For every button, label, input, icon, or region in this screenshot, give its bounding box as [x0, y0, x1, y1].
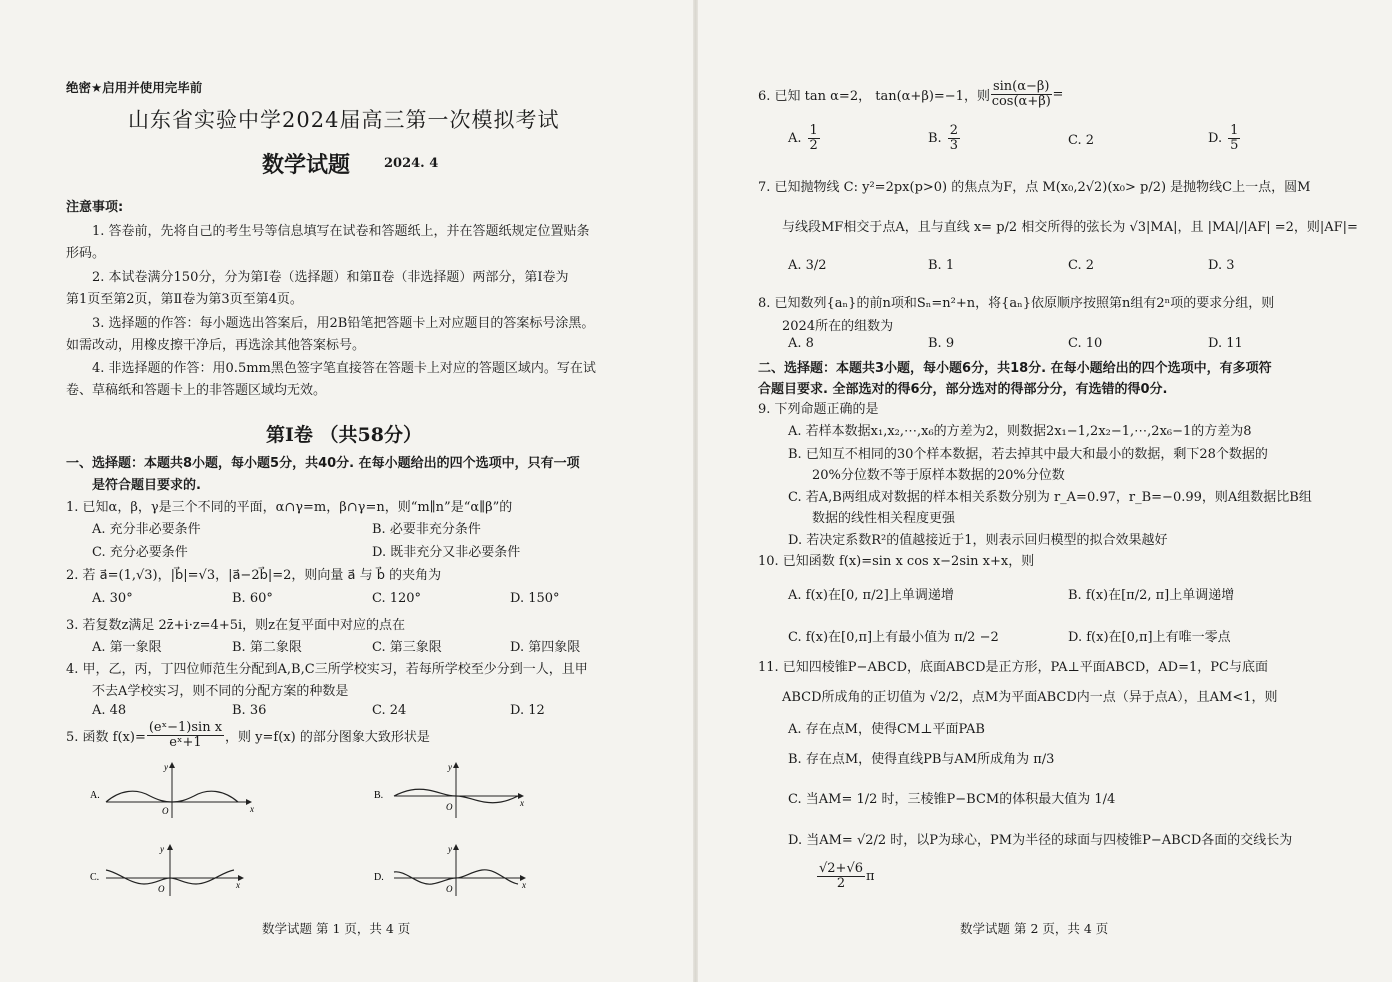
- q9-option-b-b: 20%分位数不等于原样本数据的20%分位数: [812, 468, 1065, 483]
- graph-option-a: [88, 760, 258, 820]
- q7-option-a: A. 3/2: [788, 258, 827, 273]
- q6-option-d-label: D.: [1208, 130, 1223, 146]
- notice-heading: 注意事项:: [66, 200, 124, 215]
- q11-option-b: B. 存在点M，使得直线PB与AM所成角为 π/3: [788, 752, 1055, 767]
- q6-option-a-den: 2: [809, 137, 818, 153]
- q7-option-d: D. 3: [1208, 258, 1235, 273]
- question-8a: 8. 已知数列{aₙ}的前n项和Sₙ=n²+n，将{aₙ}依原顺序按照第n组有2ⁿ项的要求分组，则: [758, 296, 1275, 311]
- notice-3b: 如需改动，用橡皮擦干净后，再选涂其他答案标号。: [66, 338, 366, 353]
- q5-denominator: eˣ+1: [169, 734, 202, 750]
- q6-option-c: C. 2: [1068, 133, 1095, 148]
- q5-prefix: 5. 函数 f(x)=: [66, 729, 146, 745]
- q11-option-d-den: 2: [836, 875, 846, 891]
- graph-a-x-label: x: [250, 804, 254, 814]
- question-11a: 11. 已知四棱锥P−ABCD，底面ABCD是正方形，PA⊥平面ABCD，AD=1，PC与底面: [758, 660, 1268, 675]
- q10-option-d: D. f(x)在[0,π]上有唯一零点: [1068, 630, 1231, 645]
- section1-heading-b: 是符合题目要求的.: [92, 478, 201, 493]
- graph-option-d: [372, 842, 532, 898]
- q6-prefix: 6. 已知 tan α=2， tan(α+β)=−1，则: [758, 88, 990, 104]
- q6-option-d: [1208, 124, 1241, 152]
- q8-option-d: D. 11: [1208, 336, 1243, 351]
- q2-option-c: C. 120°: [372, 591, 422, 606]
- q11-option-d-fraction: [817, 862, 865, 890]
- graph-d-y-arrow: [453, 844, 459, 850]
- question-7b: 与线段MF相交于点A，且与直线 x= p/2 相交所得的弦长为 √3|MA|，且 |MA|/|AF| =2，则|AF|=: [782, 220, 1358, 235]
- q11-option-d-num: √2+√6: [819, 861, 864, 876]
- q10-option-a: A. f(x)在[0, π/2]上单调递增: [788, 588, 954, 603]
- q3-option-b: B. 第二象限: [232, 640, 302, 655]
- graph-option-c: [88, 842, 258, 898]
- notice-1a: 1. 答卷前，先将自己的考生号等信息填写在试卷和答题纸上，并在答题纸规定位置贴条: [92, 224, 590, 239]
- q9-option-d: D. 若决定系数R²的值越接近于1，则表示回归模型的拟合效果越好: [788, 533, 1168, 548]
- graph-a-label: A.: [90, 790, 100, 801]
- notice-4b: 卷、草稿纸和答题卡上的非答题区域均无效。: [66, 383, 327, 398]
- exam-title: 山东省实验中学2024届高三第一次模拟考试: [128, 108, 560, 132]
- notice-3a: 3. 选择题的作答：每小题选出答案后，用2B铅笔把答题卡上对应题目的答案标号涂黑。: [92, 316, 595, 331]
- question-8b: 2024所在的组数为: [782, 319, 894, 334]
- part1-title: 第Ⅰ卷 （共58分）: [266, 424, 422, 446]
- q7-option-c: C. 2: [1068, 258, 1095, 273]
- q6-suffix: =: [1052, 86, 1064, 102]
- graph-a-origin: O: [162, 806, 169, 816]
- exam-date: 2024. 4: [384, 156, 439, 171]
- graph-c-origin: O: [158, 884, 165, 894]
- notice-2b: 第1页至第2页，第Ⅱ卷为第3页至第4页。: [66, 292, 303, 307]
- q11-option-a: A. 存在点M，使得CM⊥平面PAB: [788, 722, 985, 737]
- graph-b-label: B.: [374, 790, 384, 801]
- q6-option-a: [788, 124, 821, 152]
- question-5: [66, 721, 430, 749]
- subject-title: 数学试题: [262, 152, 351, 178]
- q8-option-a: A. 8: [788, 336, 814, 351]
- q11-option-d-answer: [816, 862, 875, 890]
- q10-option-c: C. f(x)在[0,π]上有最小值为 π/2 −2: [788, 630, 999, 645]
- graph-c-x-label: x: [236, 880, 240, 890]
- graph-d-label: D.: [374, 872, 384, 883]
- section1-heading-a: 一、选择题：本题共8小题，每小题5分，共40分. 在每小题给出的四个选项中，只有一项: [66, 456, 580, 471]
- question-9: 9. 下列命题正确的是: [758, 402, 879, 417]
- question-3: 3. 若复数z满足 2z̄+i·z=4+5i，则z在复平面中对应的点在: [66, 618, 406, 633]
- q4-option-a: A. 48: [92, 703, 127, 718]
- q6-option-b-fraction: [948, 124, 960, 152]
- q6-option-a-num: 1: [809, 123, 818, 138]
- q6-option-a-label: A.: [788, 130, 802, 146]
- graph-option-b: [372, 760, 532, 820]
- question-2: 2. 若 a⃗=(1,√3)，|b⃗|=√3，|a⃗−2b⃗|=2，则向量 a⃗ 与 b⃗ 的夹角为: [66, 568, 442, 583]
- q6-denominator: cos(α+β): [991, 93, 1051, 109]
- q1-option-d: D. 既非充分又非必要条件: [372, 545, 521, 560]
- notice-2a: 2. 本试卷满分150分，分为第Ⅰ卷（选择题）和第Ⅱ卷（非选择题）两部分，第Ⅰ卷为: [92, 270, 569, 285]
- question-4a: 4. 甲，乙，丙，丁四位师范生分配到A,B,C三所学校实习，若每所学校至少分到一人，且甲: [66, 662, 588, 677]
- q1-option-b: B. 必要非充分条件: [372, 522, 481, 537]
- q2-option-d: D. 150°: [510, 591, 560, 606]
- q6-option-d-den: 5: [1230, 137, 1239, 153]
- q6-option-b: [928, 124, 961, 152]
- q3-option-d: D. 第四象限: [510, 640, 581, 655]
- page-2-footer: 数学试题 第 2 页，共 4 页: [960, 921, 1109, 936]
- q4-option-c: C. 24: [372, 703, 407, 718]
- q7-option-b: B. 1: [928, 258, 955, 273]
- graph-a-y-label: y: [164, 762, 168, 772]
- graph-b-origin: O: [446, 802, 453, 812]
- q8-option-b: B. 9: [928, 336, 955, 351]
- q9-option-a: A. 若样本数据x₁,x₂,⋯,x₆的方差为2，则数据2x₁−1,2x₂−1,⋯,2x₆−1的方差为8: [788, 424, 1252, 439]
- q6-option-b-den: 3: [949, 137, 958, 153]
- q10-option-b: B. f(x)在[π/2, π]上单调递增: [1068, 588, 1235, 603]
- question-6: [758, 80, 1063, 108]
- question-10: 10. 已知函数 f(x)=sin x cos x−2sin x+x，则: [758, 554, 1035, 569]
- q1-option-a: A. 充分非必要条件: [92, 522, 201, 537]
- graph-c-label: C.: [90, 872, 100, 883]
- graph-d-x-label: x: [522, 880, 526, 890]
- q6-numerator: sin(α−β): [992, 79, 1050, 94]
- q5-suffix: ，则 y=f(x) 的部分图象大致形状是: [225, 729, 430, 745]
- q6-option-d-fraction: [1228, 124, 1240, 152]
- q9-option-c-a: C. 若A,B两组成对数据的样本相关系数分别为 r_A=0.97，r_B=−0.99，则A组数据比B组: [788, 490, 1312, 505]
- graph-b-y-arrow: [453, 762, 459, 768]
- q9-option-c-b: 数据的线性相关程度更强: [812, 511, 956, 526]
- graph-c-y-label: y: [160, 844, 164, 854]
- q6-option-a-fraction: [808, 124, 820, 152]
- q9-option-b-a: B. 已知互不相同的30个样本数据，若去掉其中最大和最小的数据，剩下28个数据的: [788, 447, 1268, 462]
- q2-option-a: A. 30°: [92, 591, 133, 606]
- confidential-mark: 绝密★启用并使用完毕前: [66, 80, 203, 95]
- q6-fraction: [991, 80, 1052, 108]
- q4-option-b: B. 36: [232, 703, 267, 718]
- graph-b-y-label: y: [448, 762, 452, 772]
- notice-1b: 形码。: [66, 246, 106, 261]
- q1-option-c: C. 充分必要条件: [92, 545, 188, 560]
- q6-option-d-num: 1: [1230, 123, 1239, 138]
- section2-heading-a: 二、选择题：本题共3小题，每小题6分，共18分. 在每小题给出的四个选项中，有多项符: [758, 361, 1272, 376]
- question-4b: 不去A学校实习，则不同的分配方案的种数是: [92, 684, 349, 699]
- page-2: [696, 0, 1392, 982]
- question-7a: 7. 已知抛物线 C: y²=2px(p>0) 的焦点为F，点 M(x₀,2√2)(x₀> p/2) 是抛物线C上一点，圆M: [758, 180, 1311, 195]
- q6-option-b-label: B.: [928, 130, 942, 146]
- graph-b-x-label: x: [520, 798, 524, 808]
- q4-option-d: D. 12: [510, 703, 545, 718]
- q5-fraction: [147, 721, 224, 749]
- section2-heading-b: 合题目要求. 全部选对的得6分，部分选对的得部分分，有选错的得0分.: [758, 382, 1168, 397]
- notice-4a: 4. 非选择题的作答：用0.5mm黑色签字笔直接答在答题卡上对应的答题区域内。写在试: [92, 361, 596, 376]
- page-1-footer: 数学试题 第 1 页，共 4 页: [262, 921, 411, 936]
- graph-d-y-label: y: [448, 844, 452, 854]
- question-11b: ABCD所成角的正切值为 √2/2，点M为平面ABCD内一点（异于点A），且AM<1，则: [782, 690, 1278, 705]
- question-1: 1. 已知α，β，γ是三个不同的平面，α∩γ=m，β∩γ=n，则“m∥n”是“α∥β”的: [66, 500, 513, 515]
- q11-option-c: C. 当AM= 1/2 时，三棱锥P−BCM的体积最大值为 1/4: [788, 792, 1116, 807]
- q5-numerator: (eˣ−1)sin x: [148, 720, 223, 735]
- q11-option-d: D. 当AM= √2/2 时，以P为球心，PM为半径的球面与四棱锥P−ABCD各面的交线长为: [788, 833, 1293, 848]
- q3-option-c: C. 第三象限: [372, 640, 442, 655]
- graph-c-y-arrow: [167, 844, 173, 850]
- q3-option-a: A. 第一象限: [92, 640, 162, 655]
- q11-option-d-pi: π: [866, 868, 875, 884]
- q6-option-b-num: 2: [949, 123, 958, 138]
- q2-option-b: B. 60°: [232, 591, 273, 606]
- graph-d-origin: O: [446, 884, 453, 894]
- q8-option-c: C. 10: [1068, 336, 1103, 351]
- graph-a-y-arrow: [169, 762, 175, 768]
